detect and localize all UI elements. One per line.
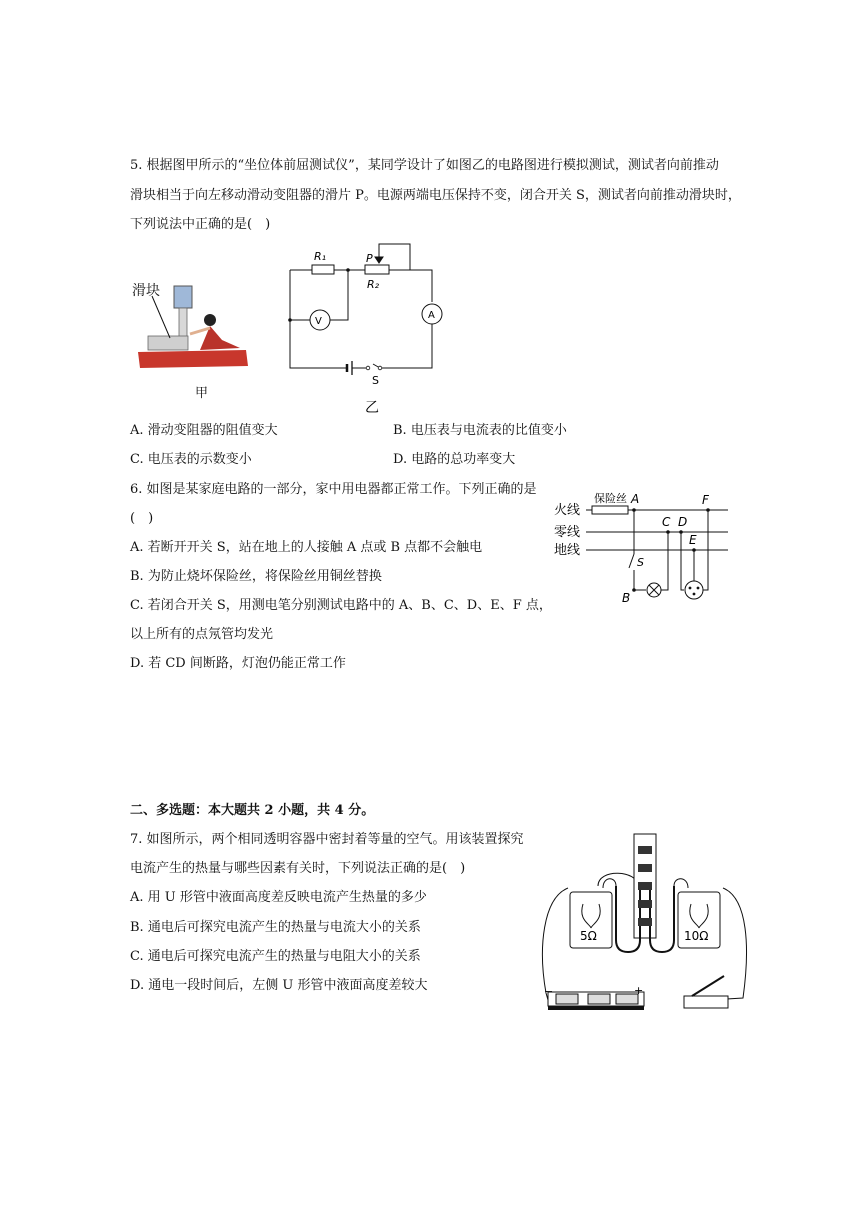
socket-hole-1 xyxy=(689,587,692,590)
live-wire-label: 火线 xyxy=(554,503,581,518)
q5-option-a[interactable]: A. 滑动变阻器的阻值变大 xyxy=(130,423,278,438)
right-hose xyxy=(674,879,688,888)
q6-option-a[interactable]: A. 若断开开关 S，站在地上的人接触 A 点或 B 点都不会触电 xyxy=(130,540,483,555)
r2-resistor-shape xyxy=(365,265,389,274)
point-e-label: E xyxy=(689,533,697,547)
lamp-return xyxy=(661,532,668,590)
r1-resistor-shape xyxy=(312,265,334,274)
q5-option-b[interactable]: B. 电压表与电流表的比值变小 xyxy=(393,423,567,438)
q6-stem-line-1: 6. 如图是某家庭电路的一部分，家中用电器都正常工作。下列正确的是 xyxy=(130,482,537,497)
section2-title: 二、多选题：本大题共 2 小题，共 4 分。 xyxy=(130,803,375,818)
node-e-dot xyxy=(692,548,696,552)
socket-neutral-lead xyxy=(681,532,684,590)
cell-2 xyxy=(588,994,610,1004)
slider-arrow xyxy=(375,257,383,263)
q5-option-c[interactable]: C. 电压表的示数变小 xyxy=(130,452,252,467)
switch-s-label: S xyxy=(637,556,644,569)
wire-top-right xyxy=(389,270,432,302)
q7-joule-heating-apparatus xyxy=(538,828,753,1018)
node-b-dot xyxy=(632,588,636,592)
node-a-dot xyxy=(632,508,636,512)
q5-slider-label: 滑块 xyxy=(132,283,160,299)
q6-household-circuit-diagram xyxy=(550,488,735,608)
q7-option-d[interactable]: D. 通电一段时间后，左侧 U 形管中液面高度差较大 xyxy=(130,978,428,993)
q5-circuit-diagram xyxy=(280,240,450,420)
q5-stem-line-2: 滑块相当于向左移动滑动变阻器的滑片 P。电源两端电压保持不变，闭合开关 S，测试者向前推动滑块时， xyxy=(130,188,741,203)
switch-contact xyxy=(366,366,370,370)
mat-shape xyxy=(138,350,248,368)
point-b-label: B xyxy=(622,591,631,605)
switch-blade xyxy=(629,554,634,568)
point-c-label: C xyxy=(662,515,671,529)
r2-label: R₂ xyxy=(367,278,380,291)
socket-hole-2 xyxy=(697,587,700,590)
monitor-shape xyxy=(174,286,192,308)
wire-voltmeter-node xyxy=(330,270,348,320)
scale-mark-4 xyxy=(638,900,652,908)
switch-pivot xyxy=(378,366,382,370)
point-f-label: F xyxy=(702,493,709,507)
q5-stem-line-3: 下列说法中正确的是( ) xyxy=(130,217,271,232)
scale-mark-1 xyxy=(638,846,652,854)
switch-lever xyxy=(692,976,724,996)
fuse-shape xyxy=(592,506,628,514)
switch-branch-lower xyxy=(634,570,646,590)
ground-wire-label: 地线 xyxy=(554,543,581,558)
neutral-wire-label: 零线 xyxy=(554,525,581,540)
person-head-shape xyxy=(204,314,216,326)
scale-mark-5 xyxy=(638,918,652,926)
q6-option-c-line-1[interactable]: C. 若闭合开关 S，用测电笔分别测试电路中的 A、B、C、D、E、F 点， xyxy=(130,598,552,613)
node-c-dot xyxy=(666,530,670,534)
q7-stem-line-2: 电流产生的热量与哪些因素有关时，下列说法正确的是( ) xyxy=(130,861,466,876)
junction-dot-top xyxy=(346,268,350,272)
battery-base-bar xyxy=(548,1006,644,1010)
socket-hole-3 xyxy=(693,593,696,596)
point-a-label: A xyxy=(631,492,640,506)
slider-box-shape xyxy=(148,336,188,350)
voltmeter-label: V xyxy=(315,316,322,327)
q7-stem-line-1: 7. 如图所示，两个相同透明容器中密封着等量的空气。用该装置探究 xyxy=(130,832,524,847)
wire-right-bottom xyxy=(380,324,432,368)
p-label: P xyxy=(366,252,373,265)
fuse-label: 保险丝 xyxy=(594,492,627,505)
switch-base xyxy=(684,996,728,1008)
battery-plus-label: + xyxy=(634,984,644,997)
switch-label: S xyxy=(372,374,379,387)
battery-minus-label: − xyxy=(544,985,554,998)
q5-option-d[interactable]: D. 电路的总功率变大 xyxy=(393,452,516,467)
wire-outer-left xyxy=(542,888,568,1000)
slider-pointer-line xyxy=(152,296,170,338)
point-d-label: D xyxy=(678,515,688,529)
junction-dot-left xyxy=(288,318,292,322)
socket-circle xyxy=(685,581,703,599)
scale-mark-3 xyxy=(638,882,652,890)
q6-stem-line-2: ( ) xyxy=(130,511,154,526)
q6-option-c-line-2[interactable]: 以上所有的点氖管均发光 xyxy=(130,627,274,642)
scale-mark-2 xyxy=(638,864,652,872)
r1-label: R₁ xyxy=(314,250,327,263)
q7-option-a[interactable]: A. 用 U 形管中液面高度差反映电流产生热量的多少 xyxy=(130,890,427,905)
q7-option-c[interactable]: C. 通电后可探究电流产生的热量与电阻大小的关系 xyxy=(130,949,421,964)
right-resistor-label: 10Ω xyxy=(684,929,709,943)
q6-option-d[interactable]: D. 若 CD 间断路，灯泡仍能正常工作 xyxy=(130,656,346,671)
q5-stem-line-1: 5. 根据图甲所示的“坐位体前屈测试仪”，某同学设计了如图乙的电路图进行模拟测试，测试者向前推动 xyxy=(130,158,719,173)
left-resistor-label: 5Ω xyxy=(580,929,597,943)
person-arm-shape xyxy=(190,328,210,334)
q7-option-b[interactable]: B. 通电后可探究电流产生的热量与电流大小的关系 xyxy=(130,920,421,935)
q5-figure-a-caption: 甲 xyxy=(195,386,209,401)
q6-option-b[interactable]: B. 为防止烧坏保险丝，将保险丝用铜丝替换 xyxy=(130,569,382,584)
ammeter-label: A xyxy=(428,310,435,321)
q5-figure-b-caption: 乙 xyxy=(365,400,379,416)
left-hose xyxy=(603,879,616,888)
node-d-dot xyxy=(679,530,683,534)
cell-1 xyxy=(556,994,578,1004)
node-f-dot xyxy=(706,508,710,512)
